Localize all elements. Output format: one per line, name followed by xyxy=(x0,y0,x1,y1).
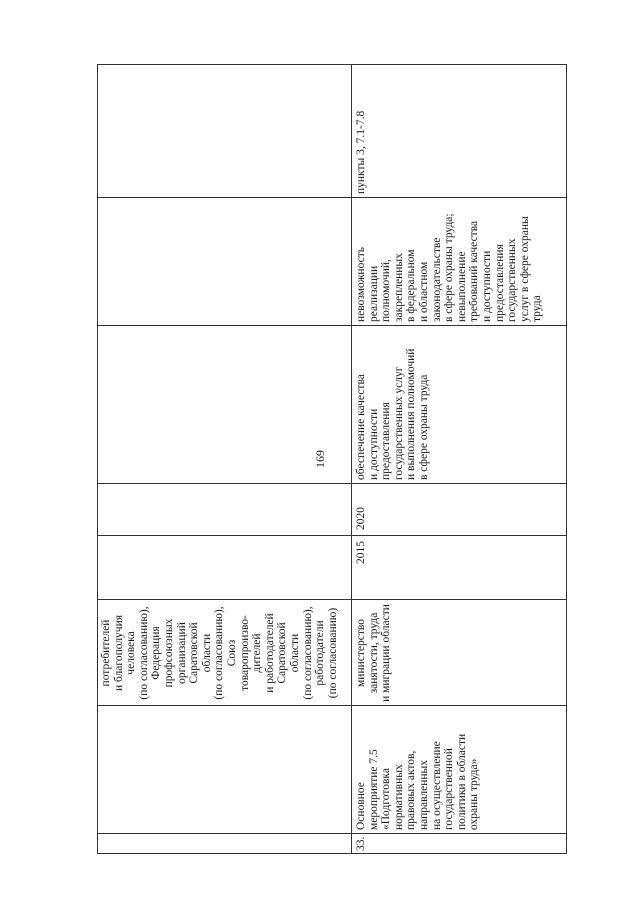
column-divider xyxy=(97,197,567,198)
row-divider xyxy=(351,64,352,854)
table xyxy=(97,64,567,854)
table-border-start xyxy=(97,853,567,854)
page-number: 169 xyxy=(313,450,327,468)
column-divider xyxy=(97,705,567,706)
expected-result: обеспечение качества и доступности предоставления государственных услуг и выполнения полномочий в сфере охраны труда xyxy=(355,348,430,480)
column-divider xyxy=(97,833,567,834)
table-border-top xyxy=(97,64,98,854)
continuation-executors: потребителей и благополучия человека (по согласованию), Федерация профсоюзных организаций Саратовской области (по согласованию), Союз товаропроизво- дителей и работодателей Саратовской области (по согласованию), работодатели (по согласованию) xyxy=(100,606,339,700)
table-border-end xyxy=(97,64,567,65)
column-divider xyxy=(97,535,567,536)
row-number: 33. xyxy=(355,836,367,851)
column-divider xyxy=(97,325,567,326)
column-divider xyxy=(97,599,567,600)
executor: министерство занятости, труда и миграции области xyxy=(355,604,393,702)
column-divider xyxy=(97,483,567,484)
consequences: невозможность реализации полномочий, закрепленных в федеральном и областном законодательстве в сфере охраны труда; невыполнение требований качества и доступности предоставления государственных услуг в сфере охраны труда xyxy=(355,213,544,322)
end-year: 2020 xyxy=(355,507,367,530)
start-year: 2015 xyxy=(355,541,367,564)
measure-name: Основное мероприятие 7.5 «Подготовка нормативных правовых актов, направленных на осуществление государственной политики в области охраны труда» xyxy=(355,733,481,830)
table-border-bottom xyxy=(566,64,567,854)
indicators: пункты 3, 7.1-7.8 xyxy=(355,110,367,194)
